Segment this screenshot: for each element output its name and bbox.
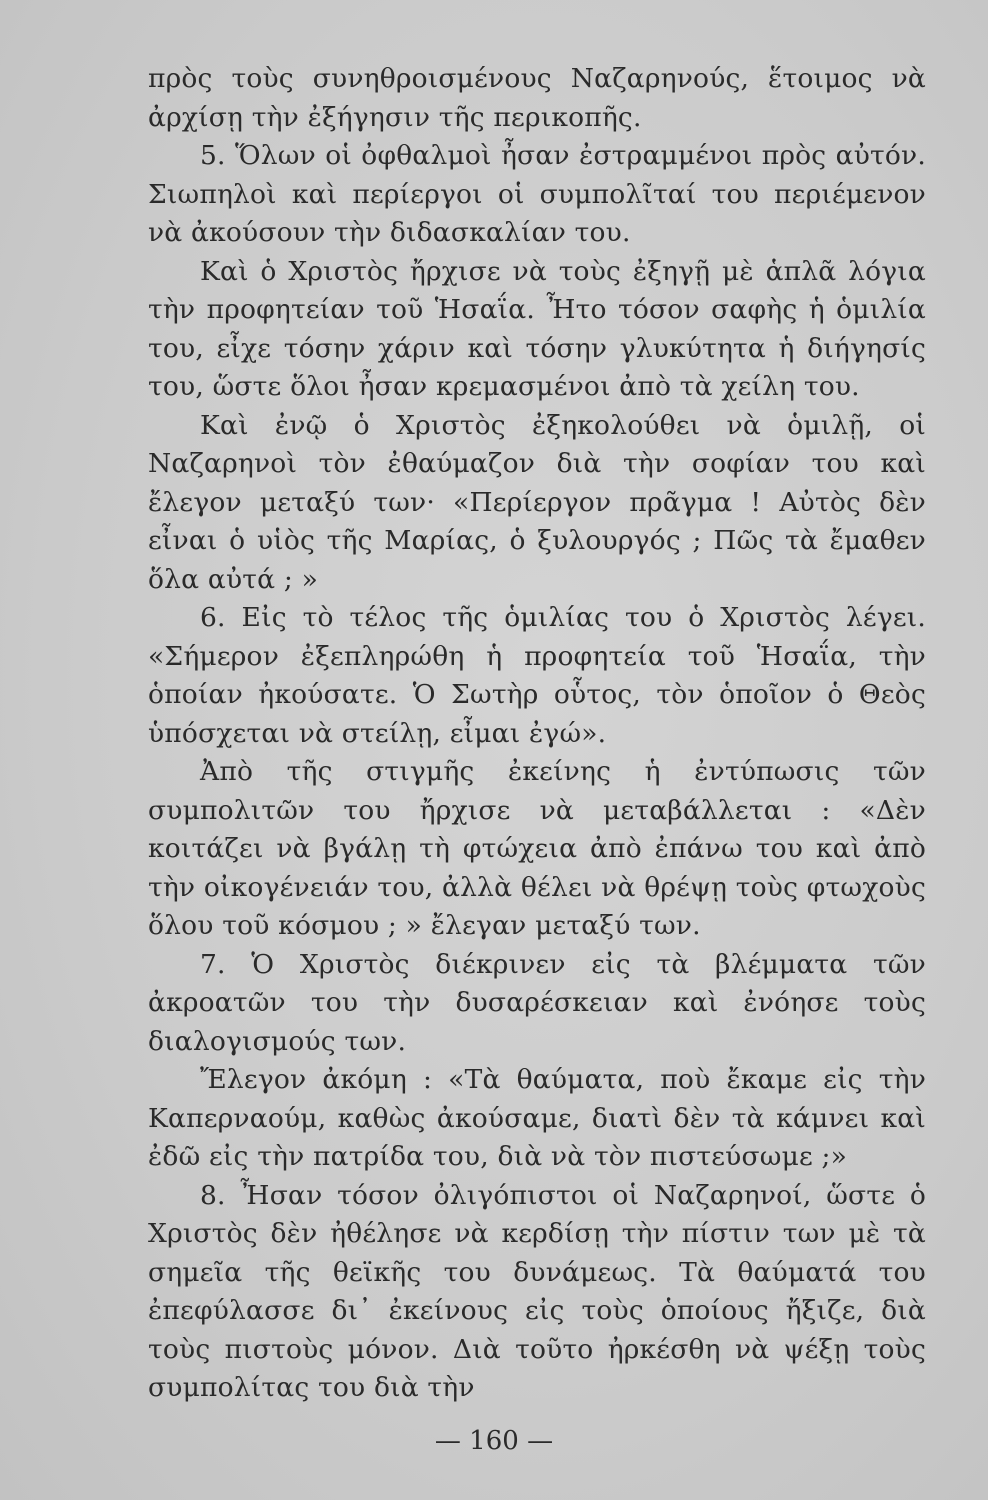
paragraph: πρὸς τοὺς συνηθροισμένους Ναζαρηνούς, ἕτοιμος νὰ ἀρχίσῃ τὴν ἐξήγησιν τῆς περικοπῆς. bbox=[148, 63, 926, 133]
paragraph: Ἀπὸ τῆς στιγμῆς ἐκείνης ἡ ἐντύπωσις τῶν συμπολιτῶν του ἤρχισε νὰ μεταβάλλεται : «Δὲν κοιτάζει νὰ βγάλῃ τὴ φτώχεια ἀπὸ ἐπάνω του καὶ ἀπὸ τὴν οἰκογένειάν του, ἀλλὰ θέλει νὰ θρέψῃ τοὺς φτωχοὺς ὅλου τοῦ κόσμου ; » ἔλεγαν μεταξύ των. bbox=[148, 756, 926, 941]
body-text bbox=[148, 60, 926, 1408]
paragraph: 7. Ὁ Χριστὸς διέκρινεν εἰς τὰ βλέμματα τῶν ἀκροατῶν του τὴν δυσαρέσκειαν καὶ ἐνόησε τοὺς διαλογισμούς των. bbox=[148, 948, 926, 1057]
paragraph: 6. Εἰς τὸ τέλος τῆς ὁμιλίας του ὁ Χριστὸς λέγει. «Σήμερον ἐξεπληρώθη ἡ προφητεία τοῦ Ἡσαΐα, τὴν ὁποίαν ἠκούσατε. Ὁ Σωτὴρ οὗτος, τὸν ὁποῖον ὁ Θεὸς ὑπόσχεται νὰ στείλῃ, εἶμαι ἐγώ». bbox=[148, 602, 926, 749]
page-number: — 160 — bbox=[434, 1426, 554, 1456]
paragraph: Ἔλεγον ἀκόμη : «Τὰ θαύματα, ποὺ ἔκαμε εἰς τὴν Καπερναούμ, καθὼς ἀκούσαμε, διατὶ δὲν τὰ κάμνει καὶ ἐδῶ εἰς τὴν πατρίδα του, διὰ νὰ τὸν πιστεύσωμε ;» bbox=[148, 1064, 926, 1172]
paragraph: Καὶ ὁ Χριστὸς ἤρχισε νὰ τοὺς ἐξηγῇ μὲ ἁπλᾶ λόγια τὴν προφητείαν τοῦ Ἡσαΐα. Ἦτο τόσον σαφὴς ἡ ὁμιλία του, εἶχε τόσην χάριν καὶ τόσην γλυκύτητα ἡ διήγησίς του, ὥστε ὅλοι ἦσαν κρεμασμένοι ἀπὸ τὰ χείλη του. bbox=[148, 255, 926, 402]
paragraph: 8. Ἦσαν τόσον ὀλιγόπιστοι οἱ Ναζαρηνοί, ὥστε ὁ Χριστὸς δὲν ἠθέλησε νὰ κερδίσῃ τὴν πίστιν των μὲ τὰ σημεῖα τῆς θεϊκῆς του δυνάμεως. Τὰ θαύματά του ἐπεφύλασσε δι᾽ ἐκείνους εἰς τοὺς ὁποίους ἤξιζε, διὰ τοὺς πιστοὺς μόνον. Διὰ τοῦτο ἠρκέσθη νὰ ψέξῃ τοὺς συμπολίτας του διὰ τὴν bbox=[148, 1179, 926, 1403]
paragraph: 5. Ὅλων οἱ ὀφθαλμοὶ ἦσαν ἐστραμμένοι πρὸς αὐτόν. Σιωπηλοὶ καὶ περίεργοι οἱ συμπολῖταί του περιέμενον νὰ ἀκούσουν τὴν διδασκαλίαν του. bbox=[148, 140, 926, 248]
paragraph: Καὶ ἐνῷ ὁ Χριστὸς ἐξηκολούθει νὰ ὁμιλῇ, οἱ Ναζαρηνοὶ τὸν ἐθαύμαζον διὰ τὴν σοφίαν του καὶ ἔλεγον μεταξύ των· «Περίεργον πρᾶγμα ! Αὐτὸς δὲν εἶναι ὁ υἱὸς τῆς Μαρίας, ὁ ξυλουργός ; Πῶς τὰ ἔμαθεν ὅλα αὐτά ; » bbox=[148, 409, 926, 595]
